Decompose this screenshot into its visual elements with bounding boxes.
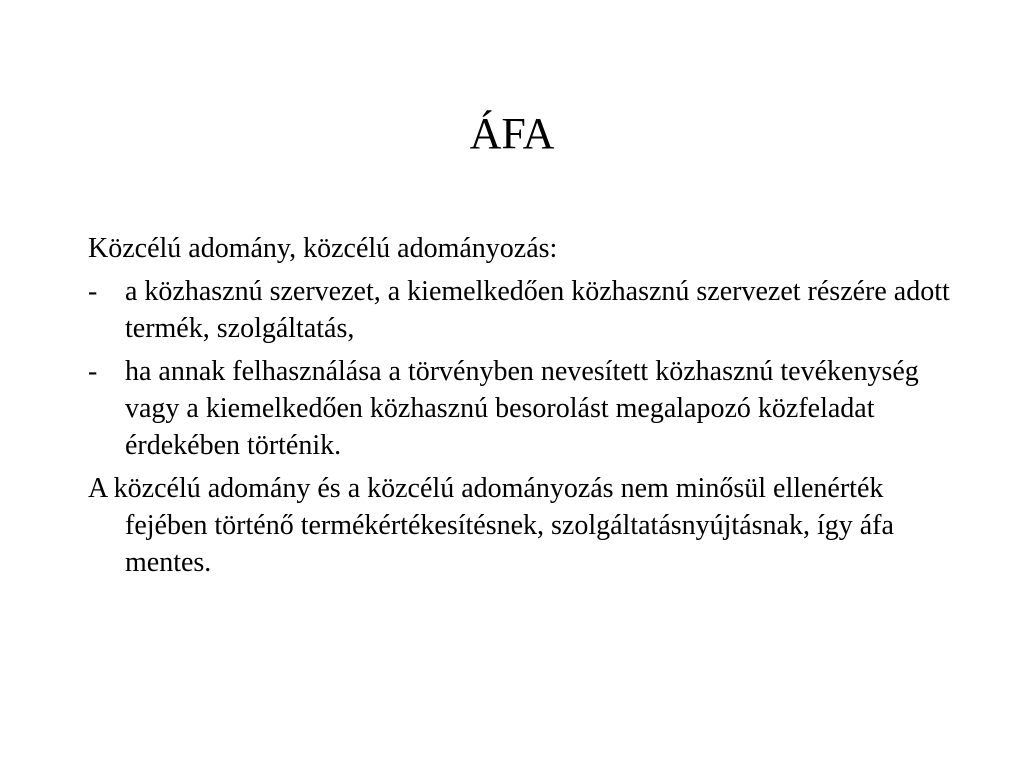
bullet-marker: - bbox=[88, 276, 98, 307]
slide-body bbox=[88, 230, 968, 587]
bullet-text: ha annak felhasználása a törvényben nevesített közhasznú tevékenység vagy a kiemelkedően közhasznú besorolást megalapozó közfeladat érdekében történik. bbox=[125, 356, 919, 461]
intro-paragraph: Közcélú adomány, közcélú adományozás: bbox=[88, 233, 558, 264]
slide-title: ÁFA bbox=[469, 109, 555, 158]
bullet-item bbox=[88, 273, 968, 347]
bullet-text: a közhasznú szervezet, a kiemelkedően közhasznú szervezet részére adott termék, szolgáltatás, bbox=[125, 276, 950, 344]
bullet-marker: - bbox=[88, 356, 98, 387]
conclusion-paragraph: A közcélú adomány és a közcélú adományozás nem minősül ellenérték fejében történő termékértékesítésnek, szolgáltatásnyújtásnak, így áfa mentes. bbox=[88, 473, 894, 578]
bullet-item bbox=[88, 353, 968, 464]
